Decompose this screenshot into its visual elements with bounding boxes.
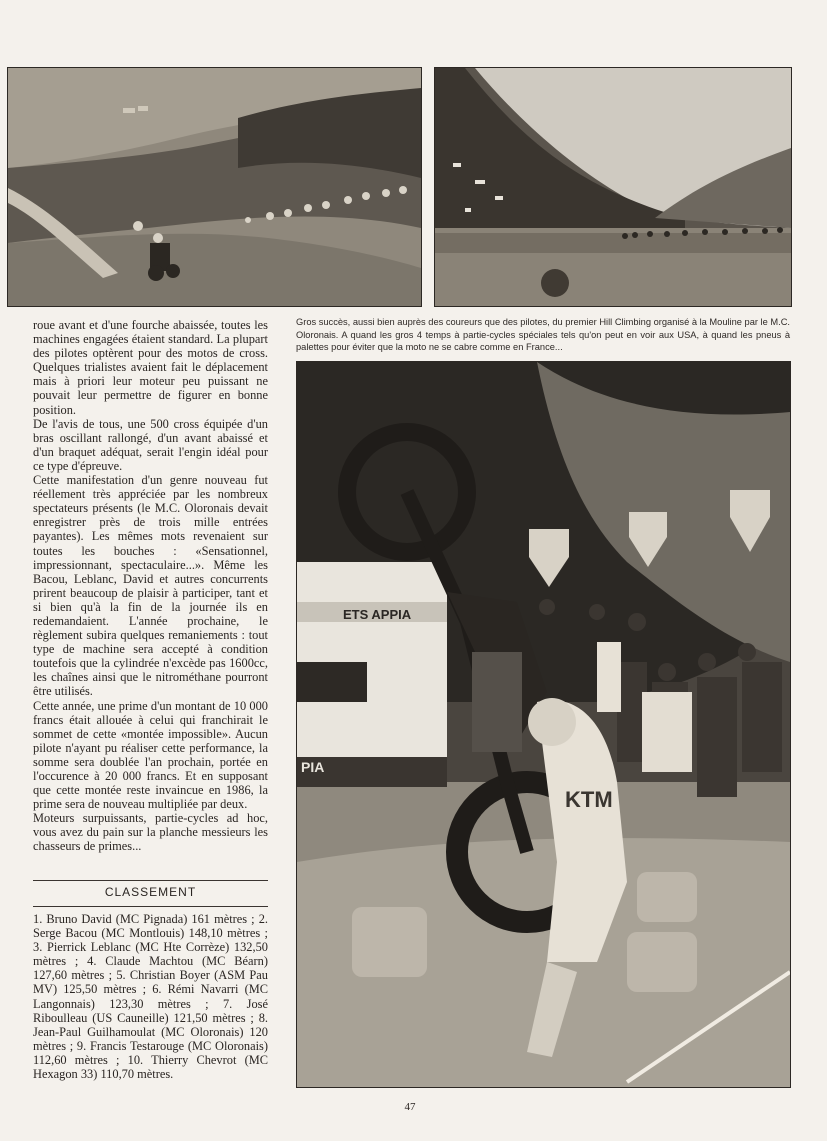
rider-jersey-text: KTM — [565, 787, 613, 812]
article-paragraph: Cette année, une prime d'un montant de 10 000 francs était allouée à celui qui franchirait le sommet de cette «montée impossible». Aucun pilote n'ayant pu réaliser cette performance, la somme sera doublée l'an prochain, portée en l'occurence à 20 000 francs. Et en supposant que cette montée reste invaincue en 1986, la prime sera de nouveau multipliée par deux. — [33, 698, 268, 812]
photo-caption: Gros succès, aussi bien auprès des coureurs que des pilotes, du premier Hill Climbing organisé à la Mouline par le M.C. Oloronais. A quand les gros 4 temps à partie-cycles spéciales tels qu'on peut en voir aux USA, à quand les pneus à palettes pour éviter que la moto ne se cabre comme en France... — [296, 317, 791, 352]
hillside-spectators-photo — [7, 67, 422, 307]
van-body — [297, 562, 447, 787]
article-paragraph: Moteurs surpuissants, partie-cycles ad hoc, vous avez du pain sur la planche messieurs les chasseurs de primes... — [33, 811, 268, 854]
page-number: 47 — [404, 1101, 416, 1113]
article-body — [33, 318, 268, 854]
article-paragraph: roue avant et d'une fourche abaissée, toutes les machines engagées étaient standard. La plupart des pilotes optèrent pour des motos de cross. Quelques trialistes avaient fait le déplacement mais à priori leur moteur peu puissant ne pouvait leur permettre de figurer en bonne position. — [33, 318, 268, 417]
section-divider — [33, 880, 268, 881]
classement-results: 1. Bruno David (MC Pignada) 161 mètres ; 2. Serge Bacou (MC Montlouis) 148,10 mètres ; 3. Pierrick Leblanc (MC Hte Corrèze) 132,50 mètres ; 4. Claude Machtou (MC Béarn) 127,60 mètres ; 5. Christian Boyer (ASM Pau MV) 125,50 mètres ; 6. Rémi Navarri (MC Langonnais) 123,30 mètres ; 7. José Riboulleau (US Cauneille) 121,50 mètres ; 8. Jean-Paul Guilhamoulat (MC Oloronais) 120 mètres ; 9. Francis Testarouge (MC Oloronais) 112,60 mètres ; 10. Thierry Chevrot (MC Hexagon 33) 110,70 mètres. — [33, 912, 268, 1082]
article-paragraph: Cette manifestation d'un genre nouveau fut réellement très appréciée par les nombreux spectateurs présents (le M.C. Oloronais devait enregistrer près de trois mille entrées payantes). Les mêmes mots revenaient sur toutes les bouches : «Sensationnel, impressionnant, spectaculaire...». Même les Bacou, Leblanc, David et autres concurrents prirent beaucoup de plaisir à participer, tant et si bien qu'à la fin de la journée ils en redemandaient. L'année prochaine, le règlement subira quelques remaniements : tout type de machine sera accepté à condition toutefois que la cylindrée n'excède pas 1600cc, les chaînes ainsi que le nitrométhane pourront être utilisés. — [33, 473, 268, 699]
section-divider — [33, 906, 268, 907]
van-banner-text: ETS APPIA — [343, 607, 412, 622]
rider-wheelie-image — [297, 362, 790, 1087]
classement-heading: CLASSEMENT — [104, 885, 197, 899]
hillside-spectators-image — [8, 68, 421, 306]
valley-hill-climb-image — [435, 68, 791, 306]
rider-wheelie-photo — [296, 361, 791, 1088]
valley-hill-climb-photo — [434, 67, 792, 307]
van-banner-text-lower: PIA — [301, 759, 325, 775]
article-paragraph: De l'avis de tous, une 500 cross équipée d'un bras oscillant rallongé, d'un avant abaissé et d'un braquet adéquat, serait l'engin idéal pour ce type d'épreuve. — [33, 416, 268, 473]
